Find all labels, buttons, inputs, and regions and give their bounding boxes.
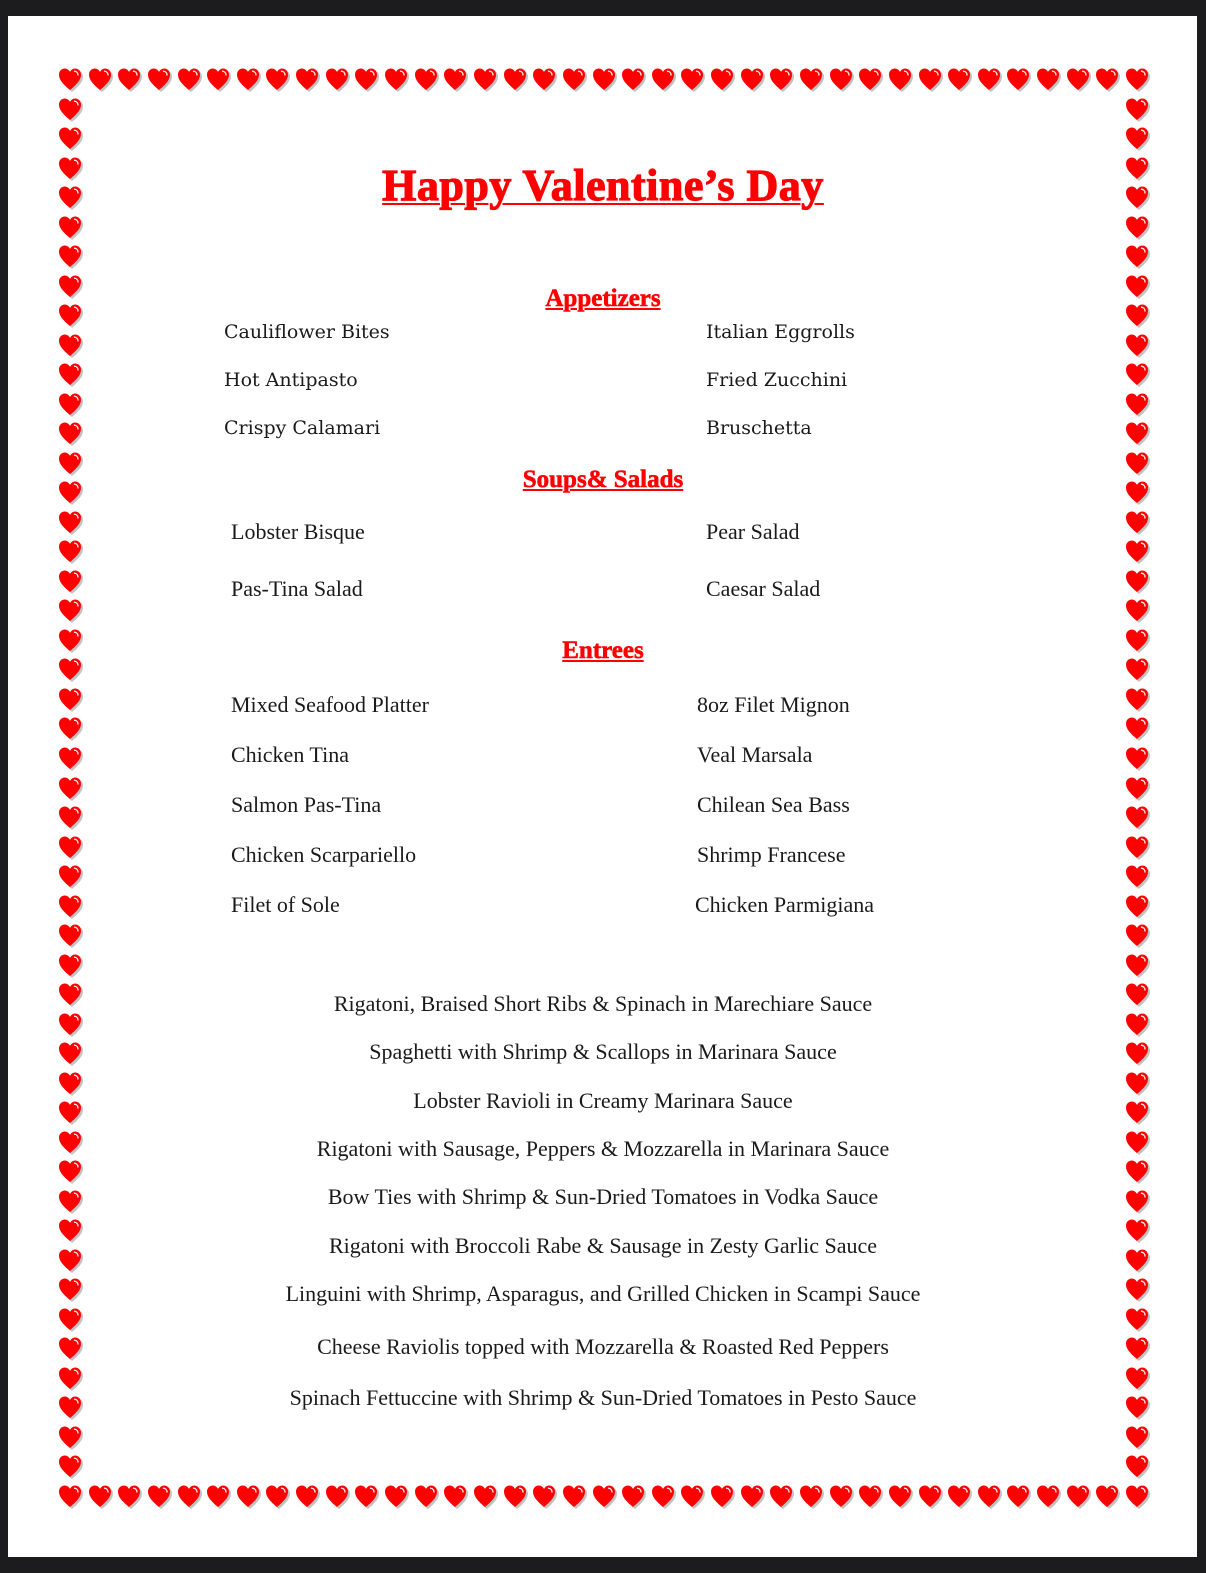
heart-icon <box>235 66 259 90</box>
heart-icon <box>235 1483 259 1507</box>
heart-icon <box>709 1483 733 1507</box>
heart-icon <box>57 538 81 562</box>
menu-item: Shrimp Francese <box>697 842 846 867</box>
menu-page <box>8 16 1197 1557</box>
heart-icon <box>146 1483 170 1507</box>
heart-icon <box>294 66 318 90</box>
menu-item: Bruschetta <box>706 417 812 439</box>
menu-item: Crispy Calamari <box>224 417 381 439</box>
heart-icon <box>946 1483 970 1507</box>
heart-icon <box>57 775 81 799</box>
heart-icon <box>502 1483 526 1507</box>
heart-icon <box>1035 66 1059 90</box>
heart-icon <box>57 1483 81 1507</box>
pasta-item: Lobster Ravioli in Creamy Marinara Sauce <box>413 1088 793 1113</box>
heart-icon <box>917 66 941 90</box>
heart-icon <box>116 1483 140 1507</box>
heart-icon <box>57 686 81 710</box>
heart-icon <box>1124 509 1148 533</box>
menu-item: Mixed Seafood Platter <box>231 692 429 717</box>
heart-icon <box>413 1483 437 1507</box>
menu-item: Caesar Salad <box>706 576 821 601</box>
menu-item: Fried Zucchini <box>706 369 848 391</box>
pasta-item: Spinach Fettuccine with Shrimp & Sun-Dried Tomatoes in Pesto Sauce <box>289 1385 917 1410</box>
heart-icon <box>591 66 615 90</box>
heart-icon <box>531 66 555 90</box>
heart-icon <box>502 66 526 90</box>
heart-icon <box>57 1306 81 1330</box>
heart-icon <box>1035 1483 1059 1507</box>
pasta-item: Rigatoni with Sausage, Peppers & Mozzarella in Marinara Sauce <box>316 1136 890 1161</box>
heart-icon <box>1124 125 1148 149</box>
heart-icon <box>1124 420 1148 444</box>
heart-icon <box>1005 66 1029 90</box>
heart-icon <box>442 66 466 90</box>
heart-icon <box>205 1483 229 1507</box>
heart-icon <box>650 1483 674 1507</box>
heart-icon <box>1065 66 1089 90</box>
heart-icon <box>1124 1453 1148 1477</box>
menu-item: Chicken Parmigiana <box>695 892 875 917</box>
heart-icon <box>57 834 81 858</box>
heart-icon <box>383 66 407 90</box>
heart-icon <box>1124 66 1148 90</box>
heart-icon <box>620 1483 644 1507</box>
heart-icon <box>1065 1483 1089 1507</box>
pasta-item: Rigatoni with Broccoli Rabe & Sausage in Zesty Garlic Sauce <box>328 1233 878 1258</box>
heart-icon <box>353 1483 377 1507</box>
heart-icon <box>57 893 81 917</box>
pasta-item: Spaghetti with Shrimp & Scallops in Marinara Sauce <box>369 1039 837 1064</box>
menu-item: Chicken Tina <box>231 742 349 767</box>
heart-icon <box>709 66 733 90</box>
heart-icon <box>1124 391 1148 415</box>
heart-icon <box>1124 1483 1148 1507</box>
heart-icon <box>57 96 81 120</box>
heart-icon <box>57 922 81 946</box>
heart-icon <box>116 66 140 90</box>
heart-icon <box>768 66 792 90</box>
heart-icon <box>917 1483 941 1507</box>
menu-item: 8oz Filet Mignon <box>697 692 850 717</box>
menu-item: Pear Salad <box>706 519 800 544</box>
heart-icon <box>57 597 81 621</box>
heart-icon <box>1124 1424 1148 1448</box>
heart-icon <box>857 66 881 90</box>
heart-icon <box>887 1483 911 1507</box>
heart-icon <box>442 1483 466 1507</box>
menu-item: Chicken Scarpariello <box>231 842 417 867</box>
heart-icon <box>264 66 288 90</box>
heart-icon <box>798 66 822 90</box>
heart-icon <box>57 568 81 592</box>
heart-icon <box>561 66 585 90</box>
heart-icon <box>679 66 703 90</box>
heart-icon <box>531 1483 555 1507</box>
heart-icon <box>768 1483 792 1507</box>
heart-icon <box>57 952 81 976</box>
heart-icon <box>1124 715 1148 739</box>
heart-icon <box>946 66 970 90</box>
heart-icon <box>57 745 81 769</box>
section-heading-entrees: Entrees <box>562 637 644 664</box>
heart-icon <box>828 66 852 90</box>
heart-icon <box>57 715 81 739</box>
heart-icon <box>1124 922 1148 946</box>
heart-icon <box>739 1483 763 1507</box>
heart-icon <box>1094 1483 1118 1507</box>
heart-icon <box>146 66 170 90</box>
menu-item: Italian Eggrolls <box>706 321 855 343</box>
heart-icon <box>591 1483 615 1507</box>
menu-item: Cauliflower Bites <box>224 321 390 343</box>
heart-icon <box>857 1483 881 1507</box>
pasta-item: Bow Ties with Shrimp & Sun-Dried Tomatoes in Vodka Sauce <box>327 1184 879 1209</box>
heart-icon <box>1094 66 1118 90</box>
heart-icon <box>1124 214 1148 238</box>
heart-icon <box>413 66 437 90</box>
heart-icon <box>176 66 200 90</box>
heart-icon <box>57 804 81 828</box>
heart-icon <box>57 125 81 149</box>
heart-icon <box>176 1483 200 1507</box>
heart-icon <box>57 509 81 533</box>
section-heading-appetizers: Appetizers <box>545 285 661 312</box>
heart-icon <box>1124 332 1148 356</box>
heart-icon <box>1005 1483 1029 1507</box>
heart-icon <box>57 66 81 90</box>
heart-icon <box>57 1424 81 1448</box>
heart-icon <box>324 1483 348 1507</box>
menu-item: Hot Antipasto <box>224 369 358 391</box>
menu-item: Salmon Pas-Tina <box>231 792 382 817</box>
heart-icon <box>1124 863 1148 887</box>
heart-icon <box>1124 804 1148 828</box>
heart-icon <box>1124 745 1148 769</box>
pasta-item: Cheese Raviolis topped with Mozzarella & Roasted Red Peppers <box>317 1334 889 1359</box>
heart-icon <box>798 1483 822 1507</box>
heart-icon <box>650 66 674 90</box>
heart-icon <box>1124 568 1148 592</box>
heart-icon <box>561 1483 585 1507</box>
heart-icon <box>1124 597 1148 621</box>
heart-icon <box>679 1483 703 1507</box>
heart-icon <box>1124 243 1148 267</box>
pasta-item: Linguini with Shrimp, Asparagus, and Grilled Chicken in Scampi Sauce <box>285 1281 921 1306</box>
heart-icon <box>57 420 81 444</box>
page-title: Happy Valentine’s Day <box>382 161 824 210</box>
section-heading-soups-salads: Soups& Salads <box>522 466 684 493</box>
heart-icon <box>1124 1306 1148 1330</box>
heart-icon <box>976 66 1000 90</box>
heart-icon <box>87 1483 111 1507</box>
heart-icon <box>739 66 763 90</box>
heart-icon <box>1124 538 1148 562</box>
heart-icon <box>1124 952 1148 976</box>
heart-icon <box>620 66 644 90</box>
pasta-item: Rigatoni, Braised Short Ribs & Spinach in Marechiare Sauce <box>333 991 873 1016</box>
heart-icon <box>57 332 81 356</box>
menu-item: Filet of Sole <box>231 892 340 917</box>
heart-icon <box>57 391 81 415</box>
heart-icon <box>264 1483 288 1507</box>
heart-icon <box>1124 361 1148 385</box>
heart-icon <box>976 1483 1000 1507</box>
heart-icon <box>294 1483 318 1507</box>
heart-icon <box>1124 775 1148 799</box>
menu-item: Veal Marsala <box>697 742 813 767</box>
menu-item: Lobster Bisque <box>231 519 365 544</box>
heart-icon <box>57 361 81 385</box>
heart-icon <box>1124 893 1148 917</box>
menu-item: Chilean Sea Bass <box>697 792 850 817</box>
heart-icon <box>472 66 496 90</box>
heart-icon <box>887 66 911 90</box>
heart-icon <box>1124 686 1148 710</box>
menu-item: Pas-Tina Salad <box>231 576 363 601</box>
heart-icon <box>1124 96 1148 120</box>
heart-icon <box>205 66 229 90</box>
heart-icon <box>87 66 111 90</box>
heart-icon <box>57 214 81 238</box>
heart-icon <box>57 863 81 887</box>
heart-icon <box>324 66 348 90</box>
heart-icon <box>353 66 377 90</box>
heart-icon <box>57 243 81 267</box>
heart-icon <box>383 1483 407 1507</box>
heart-icon <box>472 1483 496 1507</box>
heart-icon <box>828 1483 852 1507</box>
heart-icon <box>1124 834 1148 858</box>
heart-icon <box>57 1453 81 1477</box>
